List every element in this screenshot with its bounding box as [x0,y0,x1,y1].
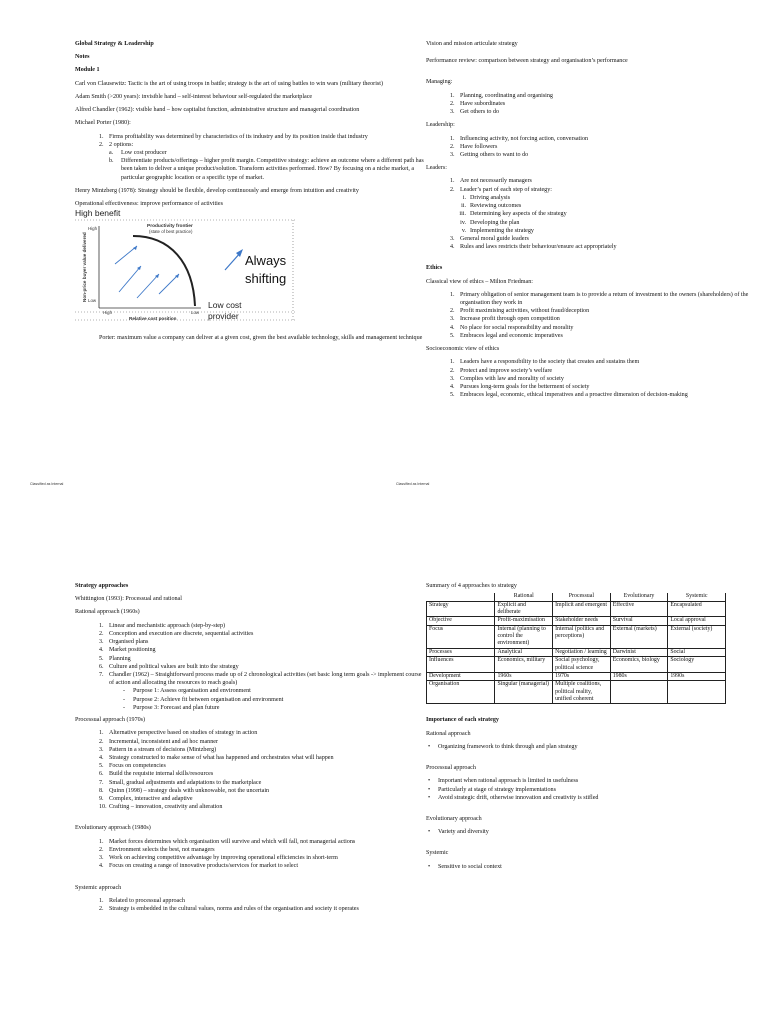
rational-label: Rational approach (1960s) [75,609,140,616]
list-item: 2. Environment selects the best, not managers [99,846,215,853]
list-item: 2. Protect and improve society’s welfare [450,367,553,374]
list-item: • Variety and diversity [428,829,489,836]
table-cell: Internal (politics and perceptions) [553,625,611,648]
vision-line: Vision and mission articulate strategy [426,41,518,47]
table-row [427,625,726,648]
list-item: iv. Developing the plan [460,219,520,226]
rational-bullets [426,743,768,751]
frontier-subtitle: (state of best practice) [149,229,193,235]
list-item: iii. Determining key aspects of the strategy [459,211,567,218]
list-item: a. Low cost producer [109,149,167,156]
table-header-cell: Systemic [668,593,726,601]
table-cell: Stakeholder needs [553,617,611,625]
page-2 [426,40,768,480]
list-item: v. Implementing the strategy [461,227,534,234]
porter-list [75,133,427,149]
list-item: 3. General moral guide leaders [450,235,529,242]
table-cell: Local approval [668,617,726,625]
table-cell: Social [668,648,726,656]
table-cell: External (society) [668,625,726,648]
list-item: • Organizing framework to think through and plan strategy [428,743,578,750]
list-item: 2. Have subordinates [450,100,506,107]
frontier-title: Productivity frontier [147,224,193,230]
summary-table [426,593,726,704]
rational-list [75,622,427,688]
table-row [427,681,726,704]
list-item: 3. Complies with law and morality of society [450,375,564,382]
list-item: 4. Focus on creating a range of innovative products/services for market to select [99,863,299,870]
list-item: 7. Chandler (1962) – Straightforward process made up of 2 chronological activities (set basic long term goals -> implement course of action and allocating the resources to reach goals) [99,671,422,687]
productivity-frontier-diagram [75,208,300,330]
list-item: 2. 2 options: [99,141,134,148]
table-cell [668,681,726,704]
leaders-list-continued [426,235,768,251]
list-item: 2. Conception and execution are discrete, sequential activities [99,630,254,637]
list-item: 6. Build the requisite internal skills/resources [99,771,214,778]
leaders-list [426,177,768,193]
managing-label: Managing: [426,79,453,86]
list-item: 1. Planning, coordinating and organising [450,92,553,99]
table-row [427,617,726,625]
page-3 [75,582,427,1017]
systemic-bullets [426,863,768,871]
list-item: 3. Organised plans [99,639,149,646]
paragraph-mintzberg: Henry Mintzberg (1978): Strategy should be flexible, develop continuously and emerge from intuition and creativity [75,187,359,194]
list-item: 4. Pursues long-term goals for the betterment of society [450,384,590,390]
list-item: i. Driving analysis [462,194,511,201]
list-item: ii. Reviewing outcomes [461,203,522,210]
whittington-line: Whittington (1993): Processual and rational [75,596,182,603]
list-item: 1. Firms profitability was determined by characteristics of its industry and by its position inside that industry [99,133,368,140]
list-item: 3. Getting others to want to do [450,151,529,158]
list-item: 1. Influencing activity, not forcing action, conversation [450,135,589,142]
footer-classification: Classified as Internal [30,482,64,486]
table-header-cell [427,593,495,601]
table-cell: Darwinist [610,648,668,656]
list-item: - Purpose 3: Forecast and plan future [123,704,220,711]
table-cell: Sociology [668,657,726,673]
leaders-roman-list [426,194,768,235]
list-item: 2. Have followers [450,143,498,150]
table-cell: Economics, military [495,657,553,673]
high-benefit-label: High benefit [75,208,121,219]
table-cell: Influences [427,657,495,673]
list-item: 1. Related to processual approach [99,897,185,904]
list-item: • Important when rational approach is limited in usefulness [428,778,579,785]
systemic-approach-label: Systemic [426,850,449,857]
systemic-label: Systemic approach [75,884,122,891]
frontier-curve [133,236,195,306]
table-cell: 1960s [495,672,553,680]
table-cell: Multiple coalitions, political reality, unified coherent [553,681,611,704]
table-cell: Analytical [495,648,553,656]
list-item: 2. Incremental, inconsistent and ad hoc manner [99,738,218,745]
importance-heading: Importance of each strategy [426,717,499,724]
list-item: 3. Increase profit through open competition [450,316,560,323]
porter-sublist [75,149,427,182]
evolutionary-bullets [426,828,768,836]
leadership-label: Leadership: [426,122,455,129]
ethics-heading: Ethics [426,265,443,272]
x-axis-label: Relative cost position [129,316,177,322]
purpose-list [75,687,427,712]
paragraph-clausewitz: Carl von Clausewitz: Tactic is the art of using troops in battle; strategy is the art of using battles to win wars (military theorist) [75,80,383,87]
table-cell: 1970s [553,672,611,680]
leadership-list [426,135,768,160]
classical-list [426,291,768,340]
table-cell: External (markets) [610,625,668,648]
list-item: 6. Culture and political values are built into the strategy [99,663,239,670]
module-heading: Module 1 [75,67,100,74]
table-cell: Focus [427,625,495,648]
list-item: 10. Crafting – innovation, creativity and alteration [99,804,223,811]
list-item: 5. Planning [99,655,131,662]
table-cell: Processes [427,648,495,656]
table-cell: Implicit and emergent [553,601,611,617]
list-item: 9. Complex, interactive and adaptive [99,796,193,803]
table-cell: Explicit and deliberate [495,601,553,617]
table-header-cell: Rational [495,593,553,601]
managing-list [426,92,768,117]
processual-list [75,729,427,811]
list-item: 1. Are not necessarily managers [450,178,532,185]
paragraph-porter: Michael Porter (1980): [75,120,131,127]
table-cell: Internal (planning to control the environment) [495,625,553,648]
list-item: • Avoid strategic drift, otherwise innovation and creativity is stifled [428,794,599,801]
low-cost-label: Low cost [208,300,242,311]
diagram-caption: Porter: maximum value a company can deliver at a given cost, given the best available technology, skills and management technique [99,335,423,342]
table-cell: Profit-maximisation [495,617,553,625]
rational-approach-label: Rational approach [426,730,471,737]
page-4 [426,582,768,1017]
table-cell: Development [427,672,495,680]
processual-bullets [426,777,768,802]
list-item: 4. Rules and laws restricts their behaviour/ensure act appropriately [450,244,617,251]
frontier-svg [75,212,405,332]
list-item: 4. Market positioning [99,647,156,654]
processual-label: Processual approach (1970s) [75,717,146,724]
paragraph-operational: Operational effectiveness: improve performance of activities [75,201,223,208]
table-cell: 1980s [610,672,668,680]
leaders-label: Leaders: [426,165,447,172]
list-item: 1. Leaders have a responsibility to the society that creates and sustains them [450,359,640,366]
evolutionary-approach-label: Evolutionary approach [426,816,482,822]
list-item: 1. Primary obligation of senior management team is to provide a return of investment to the owners (shareholders) of the organisation they work in [450,291,749,307]
table-cell: Social psychology, political science [553,657,611,673]
socio-label: Socioeconomic view of ethics [426,346,500,353]
table-header-cell: Evolutionary [610,593,668,601]
table-cell: Organisation [427,681,495,704]
y-low-label: Low [88,298,97,304]
systemic-list [75,897,427,913]
paragraph-chandler: Alfred Chandler (1962): visible hand – how capitalist function, administrative structure and managerial coordination [75,107,360,114]
table-header-row [427,593,726,601]
provider-label: provider [208,311,239,322]
list-item: 3. Get others to do [450,109,500,116]
table-row [427,672,726,680]
x-high-label: High [103,310,113,316]
list-item: 5. Embraces legal, economic, ethical imperatives and a proactive dimension of decision-making [450,392,688,399]
list-item: 1. Market forces determines which organisation will survive and which will fall, not managerial actions [99,838,356,845]
list-item: 5. Embraces legal and economic imperatives [450,332,563,339]
evolutionary-label: Evolutionary approach (1980s) [75,825,151,832]
list-item: • Particularly at stage of strategy implementations [428,786,556,793]
socio-list [426,358,768,399]
classical-label: Classical view of ethics – Milton Friedman: [426,278,533,285]
table-cell: Strategy [427,601,495,617]
x-low-label: Low [191,310,200,316]
table-row [427,657,726,673]
list-item: b. Differentiate products/offerings – higher profit margin. Competitive strategy: achieve an outcome where a different path has been taken to deliver a unique product/solution. Transform activities performed. How? By focusing on a niche market, a particular geographic location or a specific type of market. [109,158,424,181]
table-cell: 1990s [668,672,726,680]
page-1 [75,40,427,480]
list-item: 3. Work on achieving competitive advantage by improving operational efficiencies in short-term [99,855,338,862]
list-item: 2. Strategy is embedded in the cultural values, norms and rules of the organisation and society it operates [99,906,359,912]
table-cell: Negotiation / learning [553,648,611,656]
list-item: 4. No place for social responsibility and morality [450,324,574,331]
y-axis-label: Non-price buyer value delivered [81,232,87,303]
table-cell [610,681,668,704]
table-cell: Effective [610,601,668,617]
list-item: 2. Profit maximising activities, without fraud/deception [450,308,590,315]
list-item: 3. Pattern in a stream of decisions (Mintzberg) [99,746,217,753]
table-row [427,648,726,656]
table-cell: Survival [610,617,668,625]
evolutionary-list [75,838,427,871]
list-item: 1. Alternative perspective based on studies of strategy in action [99,730,258,737]
table-row [427,601,726,617]
strategy-approaches-heading: Strategy approaches [75,583,129,589]
list-item: 8. Quinn (1998) – strategy deals with unknowable, not the uncertain [99,787,270,794]
document-title: Global Strategy & Leadership [75,41,154,47]
paragraph-smith: Adam Smith (>200 years): invisible hand – self-interest behaviour self-regulated the marketplace [75,93,313,100]
list-item: 2. Leader’s part of each step of strategy: [450,186,552,193]
y-high-label: High [88,226,98,232]
list-item: 4. Strategy constructed to make sense of what has happened and orchestrates what will happen [99,754,334,761]
table-cell: Encapsulated [668,601,726,617]
performance-line: Performance review: comparison between strategy and organisation’s performance [426,58,628,65]
table-header-cell: Processual [553,593,611,601]
list-item: • Sensitive to social context [428,863,502,870]
list-item: 7. Small, gradual adjustments and adaptations to the marketplace [99,779,262,786]
table-cell: Economics, biology [610,657,668,673]
notes-heading: Notes [75,54,90,61]
footer-classification: Classified as Internal [396,482,430,486]
always-shifting-label: Always shifting [245,253,287,286]
list-item: 1. Linear and mechanistic approach (step-by-step) [99,622,226,629]
summary-title: Summary of 4 approaches to strategy [426,583,517,589]
table-cell: Singular (managerial) [495,681,553,704]
list-item: - Purpose 1: Assess organisation and environment [123,688,251,695]
table-cell: Objective [427,617,495,625]
list-item: - Purpose 2: Achieve fit between organisation and environment [123,696,284,703]
processual-approach-label: Processual approach [426,765,476,772]
list-item: 5. Focus on competencies [99,763,166,770]
